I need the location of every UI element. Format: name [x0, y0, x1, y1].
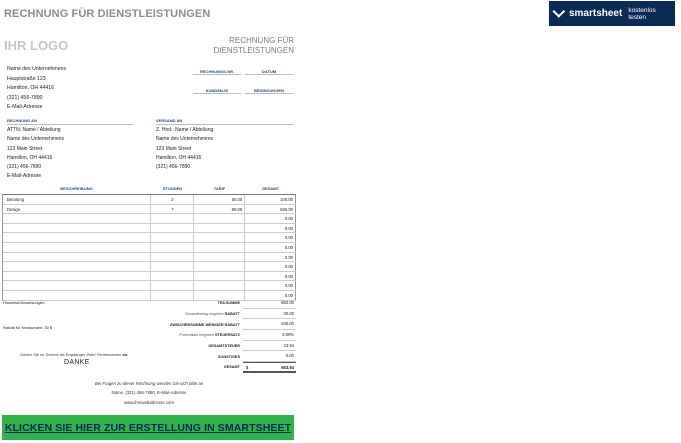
terms-field[interactable]	[245, 93, 293, 94]
cell-total[interactable]: 100.00	[245, 195, 296, 204]
other-row	[150, 351, 296, 362]
discount-row	[150, 309, 296, 320]
tax-rate-label: STEUERSATZ	[214, 333, 240, 338]
ship-to-line: Hamilton, OH 44416	[156, 154, 202, 161]
cell-rate[interactable]	[194, 262, 245, 271]
cell-hours[interactable]	[151, 233, 194, 242]
cell-total[interactable]: 0.00	[245, 281, 296, 290]
logo-placeholder: IHR LOGO	[4, 38, 69, 53]
company-name: Name des Unternehmens	[7, 66, 67, 72]
tax-rate-row	[150, 330, 296, 341]
table-row	[3, 253, 296, 263]
table-row	[3, 224, 296, 234]
company-info	[7, 65, 66, 113]
thank-you-text: DANKE	[64, 359, 90, 366]
bill-to-divider	[7, 124, 133, 125]
cell-rate[interactable]	[194, 243, 245, 252]
ship-to-divider	[156, 124, 294, 125]
cell-total[interactable]: 0.00	[245, 262, 296, 271]
cell-description[interactable]	[3, 291, 151, 300]
cell-total[interactable]: 0.00	[245, 214, 296, 223]
smartsheet-cta-button[interactable]	[2, 415, 294, 440]
sheet-title: RECHNUNG FÜR DIENSTLEISTUNGEN	[4, 8, 211, 20]
cell-hours[interactable]	[151, 272, 194, 281]
company-email: E-Mail-Adresse	[7, 104, 43, 110]
tax-hint: Prozentsatz eingeben	[179, 333, 214, 338]
ad-brand: smartsheet	[568, 8, 623, 19]
bill-to-line: ATTN: Name / Abteilung	[7, 127, 61, 133]
ship-to-line: (321) 456-7890	[156, 164, 191, 171]
terms-label: BEDINGUNGEN	[253, 88, 284, 93]
footer-questions: Bei Fragen zu dieser Rechnung wenden Sie sich bitte an	[94, 381, 204, 386]
cell-rate[interactable]: 50.00	[194, 195, 245, 204]
cell-hours[interactable]	[151, 253, 194, 262]
invoice-number-field[interactable]	[193, 74, 241, 75]
subtotal-label: TEILSUMME	[217, 301, 240, 306]
cell-total[interactable]: 0.00	[245, 243, 296, 252]
cell-hours[interactable]	[151, 214, 194, 223]
bill-to-line: 123 Main Street	[7, 145, 43, 152]
grand-total-amount: 653.94	[281, 365, 294, 371]
bill-to-line: Hamilton, OH 44416	[7, 154, 53, 161]
company-city: Hamilton, OH 44416	[7, 85, 54, 91]
invoice-title	[193, 36, 294, 56]
total-tax-label: GESAMTSTEUER	[208, 344, 240, 349]
total-tax-value[interactable]: 23.94	[243, 341, 296, 352]
cell-total[interactable]: 0.00	[245, 233, 296, 242]
cell-rate[interactable]	[194, 272, 245, 281]
table-row	[3, 195, 296, 205]
ship-to-line: Name des Unternehmens	[156, 136, 213, 143]
footer-contact: Name, (321) 456-7890, E-Mail-Adresse	[111, 390, 187, 396]
cell-hours[interactable]	[151, 224, 194, 233]
cell-rate[interactable]	[194, 281, 245, 290]
customer-id-field[interactable]	[193, 93, 241, 94]
subtotal-value[interactable]: 660.00	[243, 298, 296, 309]
cell-total[interactable]: 0.00	[245, 291, 296, 300]
invoice-title-line: DIENSTLEISTUNGEN	[213, 46, 294, 55]
items-table	[2, 194, 296, 301]
table-row	[3, 272, 296, 282]
table-row	[3, 214, 296, 224]
ship-to-line: 123 Main Street	[156, 145, 192, 152]
cta-link-text[interactable]: KLICKEN SIE HIER ZUR ERSTELLUNG IN SMARTSHEET	[4, 421, 292, 434]
discount-hint: Gesamtbetrag eingeben	[185, 312, 224, 317]
ship-to-label: VERSAND AN	[156, 118, 183, 123]
cell-description[interactable]	[3, 243, 151, 252]
table-row	[3, 233, 296, 243]
tax-rate-value[interactable]: 3.80%	[243, 330, 296, 341]
cell-total[interactable]: 560.00	[245, 205, 296, 214]
summary-block	[150, 298, 296, 373]
cell-rate[interactable]: 80.00	[194, 205, 245, 214]
invoice-number-label: RECHNUNGS-NR.	[200, 69, 234, 74]
ship-to-address	[156, 126, 213, 172]
date-field[interactable]	[245, 74, 293, 75]
grand-total-value[interactable]	[243, 362, 296, 373]
subtotal-less-discount-row	[150, 319, 296, 330]
cell-total[interactable]: 0.00	[245, 253, 296, 262]
cell-rate[interactable]	[194, 224, 245, 233]
cell-description[interactable]: Beratung	[3, 195, 151, 204]
new-customer-discount: Rabatt für Neukunden: 30 $	[3, 325, 53, 330]
bill-to-label: RECHNUNG AN	[7, 118, 37, 123]
table-row	[3, 243, 296, 253]
cell-description[interactable]: Design	[3, 205, 151, 214]
payable-text: Geben Sie im Scheck als Empfänger Ihren Firmennamen	[20, 352, 122, 357]
bill-to-address	[7, 126, 64, 182]
cell-rate[interactable]	[194, 214, 245, 223]
bill-to-line: (321) 456-7890	[7, 164, 42, 171]
table-row	[3, 262, 296, 272]
invoice-footer	[2, 379, 296, 407]
discount-label: RABATT	[224, 312, 240, 317]
ship-to-line: Z. Hnd.: Name / Abteilung	[156, 127, 214, 133]
bill-to-line: E-Mail-Adresse	[7, 173, 42, 180]
cell-description[interactable]	[3, 272, 151, 281]
total-tax-row	[150, 341, 296, 352]
cell-description[interactable]	[3, 281, 151, 290]
company-phone: (321) 456-7890	[7, 94, 43, 101]
items-table-header	[2, 186, 296, 194]
cell-total[interactable]: 0.00	[245, 272, 296, 281]
date-label: DATUM	[261, 69, 277, 74]
invoice-title-line: RECHNUNG FÜR	[229, 36, 294, 45]
grand-total-row	[150, 362, 296, 373]
cell-description[interactable]	[3, 253, 151, 262]
grand-total-label: GESAMT	[223, 365, 240, 370]
table-row	[3, 281, 296, 291]
header-rate: TARIF	[213, 186, 226, 191]
bill-to-line: Name des Unternehmens	[7, 136, 64, 143]
footer-website: www.ihrewebadresse.com	[124, 399, 174, 405]
cell-description[interactable]	[3, 233, 151, 242]
cell-hours[interactable]	[151, 243, 194, 252]
cell-description[interactable]	[3, 224, 151, 233]
cell-rate[interactable]	[194, 233, 245, 242]
other-label: SONSTIGES	[217, 354, 240, 359]
cell-rate[interactable]	[194, 253, 245, 262]
payable-suffix: an.	[122, 352, 129, 357]
ad-cta: kostenlos testen	[628, 6, 656, 21]
subtotal-less-discount-value[interactable]: 630.00	[243, 319, 296, 330]
cell-hours[interactable]	[151, 281, 194, 290]
notes-label: Hinweise/Anweisungen:	[3, 300, 46, 305]
payable-instruction	[20, 352, 128, 357]
header-total: GESAMT	[261, 186, 280, 191]
cell-hours[interactable]: 2	[151, 195, 194, 204]
cell-hours[interactable]: 7	[151, 205, 194, 214]
cell-hours[interactable]	[151, 262, 194, 271]
currency-symbol: $	[246, 365, 249, 371]
other-value[interactable]: 0.00	[243, 351, 296, 362]
cell-description[interactable]	[3, 262, 151, 271]
smartsheet-ad-banner[interactable]	[549, 1, 675, 26]
customer-id-label: KUNDEN-ID	[205, 88, 229, 93]
subtotal-row	[150, 298, 296, 309]
checkmark-icon	[552, 5, 565, 18]
cell-total[interactable]: 0.00	[245, 224, 296, 233]
discount-value[interactable]: 30.00	[243, 309, 296, 320]
subtotal-less-discount-label: ZWISCHENSUMME WENIGER RABATT	[170, 322, 240, 327]
company-street: Hauptstraße 123	[7, 75, 46, 82]
header-description: BESCHREIBUNG	[60, 186, 93, 191]
table-row	[3, 205, 296, 215]
cell-description[interactable]	[3, 214, 151, 223]
header-hours: STUNDEN	[162, 186, 183, 191]
